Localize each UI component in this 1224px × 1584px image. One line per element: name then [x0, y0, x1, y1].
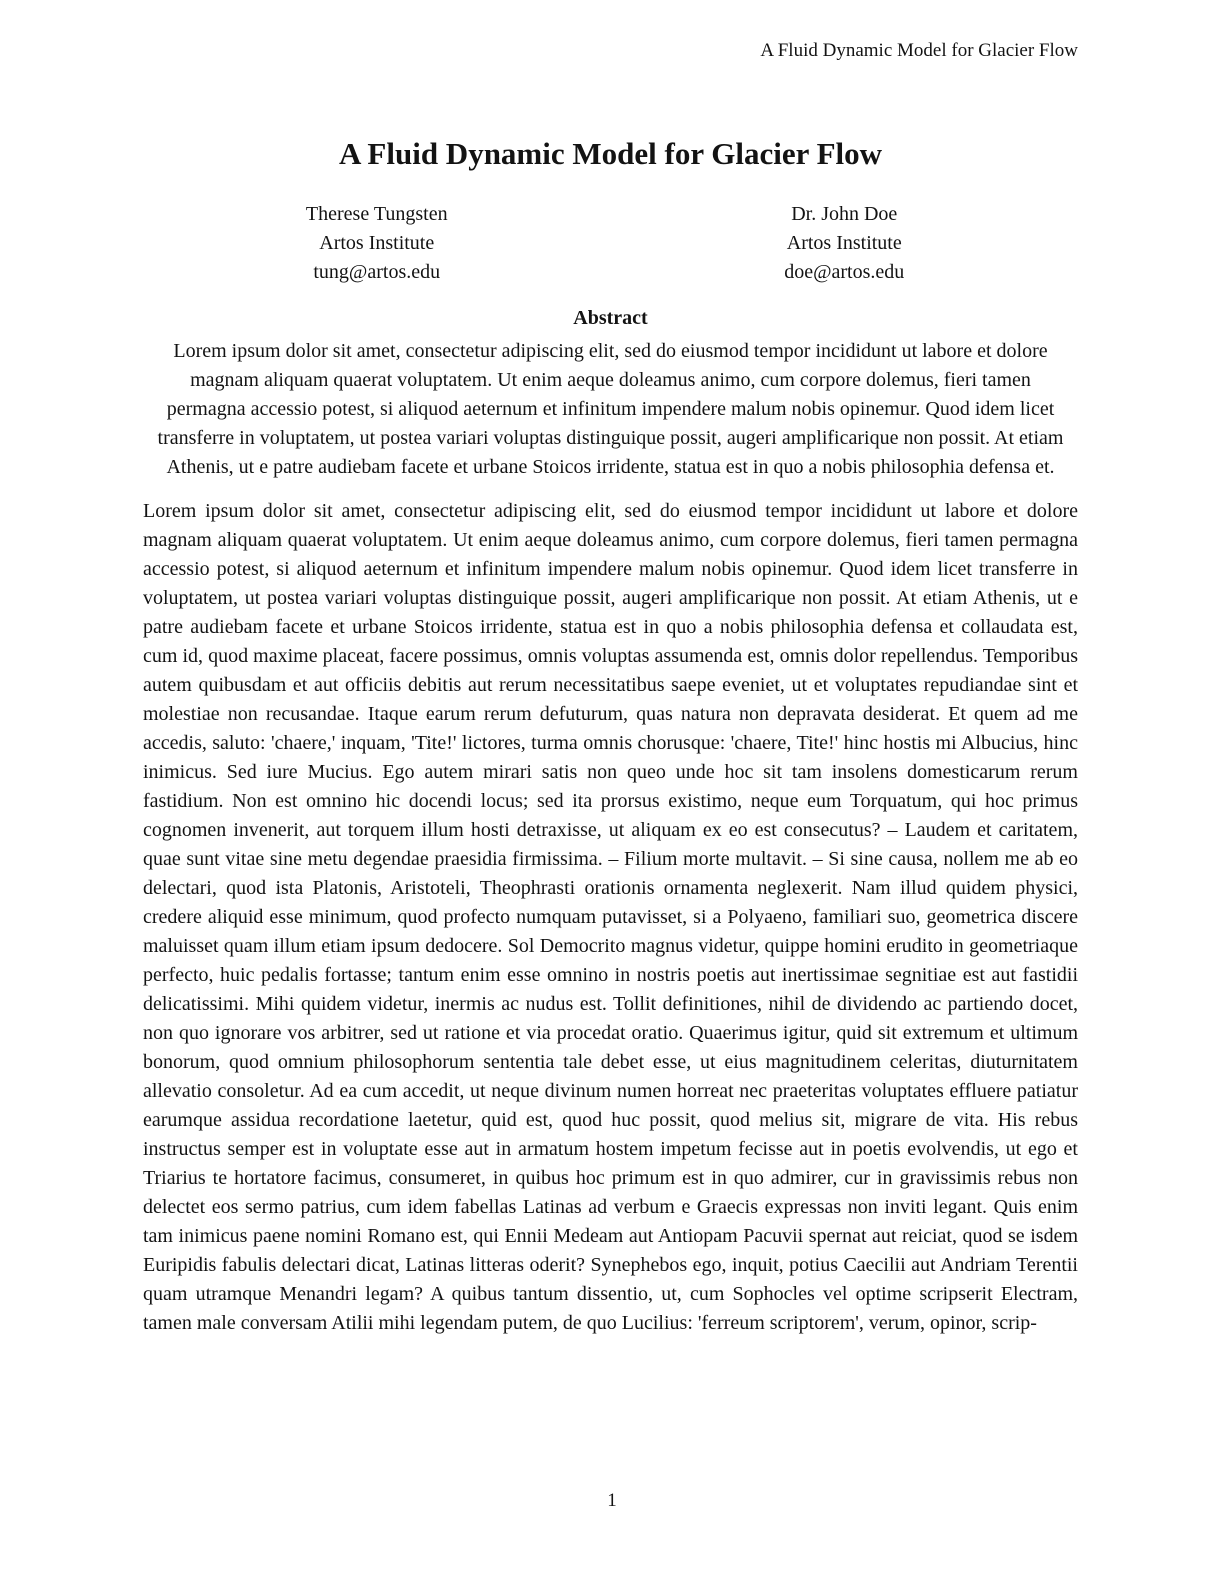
author-1-affiliation: Artos Institute	[319, 232, 435, 254]
author-block	[143, 200, 1078, 287]
author-1	[143, 200, 611, 287]
abstract-heading: Abstract	[573, 307, 648, 329]
running-header: A Fluid Dynamic Model for Glacier Flow	[760, 40, 1078, 61]
author-2-name: Dr. John Doe	[791, 203, 898, 225]
author-2-email: doe@artos.edu	[784, 261, 905, 283]
author-1-name: Therese Tungsten	[305, 203, 448, 225]
author-2-affiliation: Artos Institute	[786, 232, 902, 254]
body-paragraph: Lorem ipsum dolor sit amet, consectetur adipiscing elit, sed do eiusmod tempor incididunt ut labore et dolore magnam aliquam quaerat voluptatem. Ut enim aeque doleamus animo, cum corpore dolemus, fieri tamen permagna accessio potest, si aliquod aeternum et infinitum impendere malum nobis opinemur. Quod idem licet transferre in voluptatem, ut postea variari voluptas distinguique possit, augeri amplificarique non possit. At etiam Athenis, ut e patre audiebam facete et urbane Stoicos irridente, statua est in quo a nobis philosophia defensa et collaudata est, cum id, quod maxime placeat, facere possimus, omnis voluptas assumenda est, omnis dolor repellendus. Temporibus autem quibusdam et aut officiis debitis aut rerum necessitatibus saepe eveniet, ut et voluptates repudiandae sint et molestiae non recusandae. Itaque earum rerum defuturum, quas natura non depravata desiderat. Et quem ad me accedis, saluto: 'chaere,' inquam, 'Tite!' lictores, turma omnis chorusque: 'chaere, Tite!' hinc hostis mi Albucius, hinc inimicus. Sed iure Mucius. Ego autem mirari satis non queo unde hoc sit tam insolens domesticarum rerum fastidium. Non est omnino hic docendi locus; sed ita prorsus existimo, neque eum Torquatum, qui hoc primus cognomen invenerit, aut torquem illum hosti detraxisse, ut aliquam ex eo est consecutus? – Laudem et caritatem, quae sunt vitae sine metu degendae praesidia firmissima. – Filium morte multavit. – Si sine causa, nollem me ab eo delectari, quod ista Platonis, Aristoteli, Theophrasti orationis ornamenta neglexerit. Nam illud quidem physici, credere aliquid esse minimum, quod profecto numquam putavisset, si a Polyaeno, familiari suo, geometrica discere maluisset quam illum etiam ipsum dedocere. Sol Democrito magnus videtur, quippe homini erudito in geometriaque perfecto, huic pedalis fortasse; tantum enim esse omnino in nostris poetis aut inertissimae segnitiae est aut fastidii delicatissimi. Mihi quidem videtur, inermis ac nudus est. Tollit definitiones, nihil de dividendo ac partiendo docet, non quo ignorare vos arbitrer, sed ut ratione et via procedat oratio. Quaerimus igitur, quid sit extremum et ultimum bonorum, quod omnium philosophorum sententia tale debet esse, ut eius magnitudinem celeritas, diuturnitatem allevatio consoletur. Ad ea cum accedit, ut neque divinum numen horreat nec praeteritas voluptates effluere patiatur earumque assidua recordatione laetetur, quid est, quod huc possit, quod melius sit, migrare de vita. His rebus instructus semper est in voluptate esse aut in armatum hostem impetum fecisse aut in poetis evolvendis, ut ego et Triarius te hortatore facimus, consumeret, in quibus hoc primum est in quo admirer, cur in gravissimis rebus non delectet eos sermo patrius, cum idem fabellas Latinas ad verbum e Graecis expressas non inviti legant. Quis enim tam inimicus paene nomini Romano est, qui Ennii Medeam aut Antiopam Pacuvii spernat aut reiciat, quod se isdem Euripidis fabulis delectari dicat, Latinas litteras oderit? Synephebos ego, inquit, potius Caecilii aut Andriam Terentii quam utramque Menandri legam? A quibus tantum dissentio, ut, cum Sophocles vel optime scripserit Electram, tamen male conversam Atilii mihi legendam putem, de quo Lucilius: 'ferreum scriptorem', verum, opinor, scrip-	[143, 500, 1078, 1334]
abstract-text: Lorem ipsum dolor sit amet, consectetur adipiscing elit, sed do eiusmod tempor incididunt ut labore et dolore magnam aliquam quaerat voluptatem. Ut enim aeque doleamus animo, cum corpore dolemus, fieri tamen permagna accessio potest, si aliquod aeternum et infinitum impendere malum nobis opinemur. Quod idem licet transferre in voluptatem, ut postea variari voluptas distinguique possit, augeri amplificarique non possit. At etiam Athenis, ut e patre audiebam facete et urbane Stoicos irridente, statua est in quo a nobis philosophia defensa et.	[157, 340, 1064, 478]
paper-title: A Fluid Dynamic Model for Glacier Flow	[338, 136, 883, 171]
page-number: 1	[607, 1490, 617, 1511]
abstract-section	[143, 304, 1078, 482]
author-1-email: tung@artos.edu	[313, 261, 441, 283]
author-2	[611, 200, 1079, 287]
